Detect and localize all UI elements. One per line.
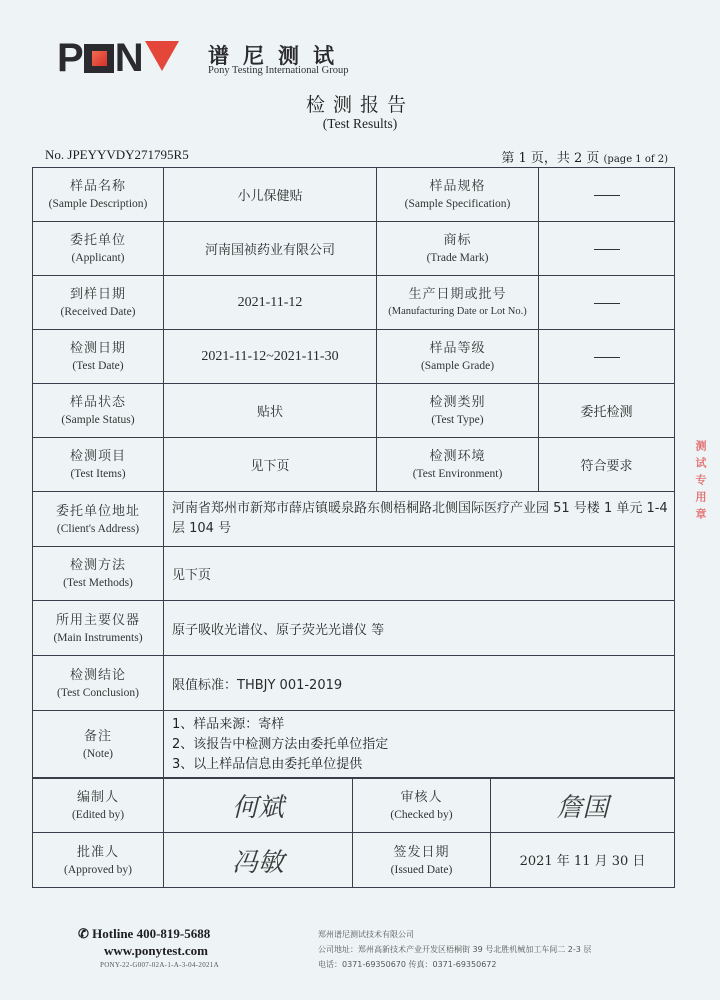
company-name: 郑州谱尼测试技术有限公司 [318, 930, 414, 939]
label-sample-status: 样品状态 (Sample Status) [33, 384, 164, 438]
label-manufacturing-date: 生产日期或批号 (Manufacturing Date or Lot No.) [377, 276, 539, 330]
empty-dash [594, 357, 620, 358]
value-test-items: 见下页 [164, 438, 377, 492]
table-row [33, 330, 675, 384]
value-test-date: 2021-11-12~2021-11-30 [164, 330, 377, 384]
value-test-type: 委托检测 [539, 384, 675, 438]
value-manufacturing-date [539, 276, 675, 330]
company-phone-fax: 电话：0371-69350670 传真：0371-69350672 [318, 960, 497, 969]
hotline [78, 926, 210, 942]
empty-dash [594, 195, 620, 196]
logo-letter-p: P [57, 36, 83, 80]
value-applicant: 河南国祯药业有限公司 [164, 222, 377, 276]
page-info [501, 147, 668, 166]
label-trade-mark: 商标 (Trade Mark) [377, 222, 539, 276]
signature-checked-by: 詹国 [491, 778, 675, 833]
label-test-items: 检测项目 (Test Items) [33, 438, 164, 492]
label-client-address: 委托单位地址 (Client's Address) [33, 492, 164, 547]
table-row [33, 711, 675, 779]
pony-logo [57, 36, 179, 80]
table-row [33, 168, 675, 222]
note-line-2: 2、该报告中检测方法由委托单位指定 [172, 736, 389, 752]
value-client-address: 河南省郑州市新郑市薛店镇暖泉路东侧梧桐路北侧国际医疗产业园 51 号楼 1 单元 1-4 层 104 号 [164, 492, 675, 547]
website-link[interactable]: www.ponytest.com [104, 943, 208, 958]
value-test-methods: 见下页 [164, 547, 675, 601]
label-edited-by: 编制人 (Edited by) [33, 778, 164, 833]
label-test-methods: 检测方法 (Test Methods) [33, 547, 164, 601]
table-row [33, 601, 675, 656]
note-line-3: 3、以上样品信息由委托单位提供 [172, 756, 363, 772]
value-received-date: 2021-11-12 [164, 276, 377, 330]
report-title-en: (Test Results) [322, 116, 398, 131]
brand-name-en: Pony Testing International Group [208, 65, 349, 76]
label-checked-by: 审核人 (Checked by) [353, 778, 491, 833]
report-number: No. JPEYYVDY271795R5 [45, 147, 189, 162]
table-row [33, 547, 675, 601]
value-sample-description: 小儿保健贴 [164, 168, 377, 222]
report-info-table [32, 167, 675, 779]
value-note [164, 711, 675, 779]
value-main-instruments: 原子吸收光谱仪、原子荧光光谱仪 等 [164, 601, 675, 656]
label-test-type: 检测类别 (Test Type) [377, 384, 539, 438]
label-sample-grade: 样品等级 (Sample Grade) [377, 330, 539, 384]
label-note: 备注 (Note) [33, 711, 164, 779]
table-row [33, 222, 675, 276]
seal-stamp: 测试专用章 [694, 440, 707, 525]
label-received-date: 到样日期 (Received Date) [33, 276, 164, 330]
value-sample-specification [539, 168, 675, 222]
label-sample-specification: 样品规格 (Sample Specification) [377, 168, 539, 222]
table-row [33, 438, 675, 492]
logo-letter-n: N [114, 36, 143, 80]
brand-name-cn: 谱尼测试 [208, 44, 348, 68]
label-test-date: 检测日期 (Test Date) [33, 330, 164, 384]
label-main-instruments: 所用主要仪器 (Main Instruments) [33, 601, 164, 656]
value-test-environment: 符合要求 [539, 438, 675, 492]
empty-dash [594, 249, 620, 250]
page-info-en: (page 1 of 2) [603, 154, 668, 165]
page-info-cn: 第 1 页，共 2 页 [501, 151, 600, 166]
value-sample-grade [539, 330, 675, 384]
value-test-conclusion: 限值标准：THBJY 001-2019 [164, 656, 675, 711]
signature-approved-by: 冯敏 [164, 833, 353, 888]
phone-icon: ✆ [78, 926, 89, 941]
label-test-environment: 检测环境 (Test Environment) [377, 438, 539, 492]
logo-o-square-icon [84, 44, 114, 73]
signature-edited-by: 何斌 [164, 778, 353, 833]
signature-table [32, 777, 675, 888]
company-address: 公司地址：郑州高新技术产业开发区梧桐街 39 号北胜机械加工车间二 2-3 层 [318, 945, 592, 954]
note-line-1: 1、样品来源：寄样 [172, 716, 285, 732]
value-sample-status: 贴状 [164, 384, 377, 438]
empty-dash [594, 303, 620, 304]
label-approved-by: 批准人 (Approved by) [33, 833, 164, 888]
report-title-cn: 检测报告 [305, 94, 414, 116]
table-row [33, 384, 675, 438]
table-row [33, 778, 675, 833]
table-row [33, 656, 675, 711]
label-issued-date: 签发日期 (Issued Date) [353, 833, 491, 888]
logo-y-triangle-icon [145, 41, 179, 71]
table-row [33, 276, 675, 330]
form-code: PONY-22-G007-02A-1-A-3-04-2021A [100, 961, 219, 969]
value-issued-date: 2021 年 11 月 30 日 [491, 833, 675, 888]
table-row [33, 833, 675, 888]
label-sample-description: 样品名称 (Sample Description) [33, 168, 164, 222]
hotline-text: Hotline 400-819-5688 [92, 926, 211, 941]
label-applicant: 委托单位 (Applicant) [33, 222, 164, 276]
value-trade-mark [539, 222, 675, 276]
label-test-conclusion: 检测结论 (Test Conclusion) [33, 656, 164, 711]
table-row [33, 492, 675, 547]
